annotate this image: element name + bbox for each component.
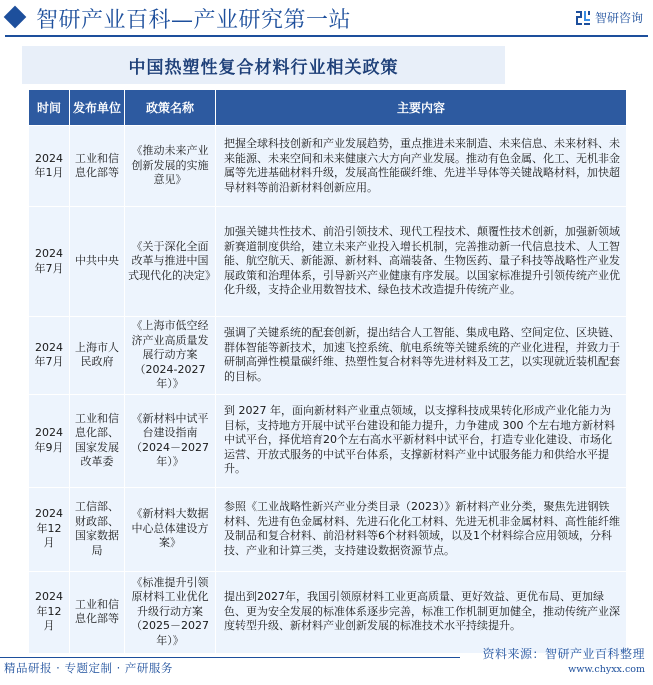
table-row (29, 394, 627, 487)
footer-tagline: 精品研报 · 专题定制 · 产研服务 (4, 661, 173, 675)
brand[interactable] (576, 9, 643, 26)
site-url-link[interactable]: www.chyxx.com (568, 664, 645, 675)
cell-policy-name: 《新材料中试平台建设指南（2024－2027年）》 (125, 394, 216, 487)
cell-unit: 工业和信息化部等 (70, 126, 125, 207)
cell-content: 参照《工业战略性新兴产业分类目录（2023）》新材料产业分类，聚焦先进钢铁材料、先进有色金属材料、先进石化化工材料、先进无机非金属材料、高性能纤维及制品和复合材料、前沿材料等6个材料领域，以及1个材料综合应用领域，分科技、产业和计算三类，支持建设数据资源节点。 (216, 487, 627, 571)
cell-content: 强调了关键系统的配套创新，提出结合人工智能、集成电路、空间定位、区块链、群体智能等新技术，加速飞控系统、航电系统等关键系统的产业化进程，并致力于研制高弹性模量碳纤维、热塑性复合材料等先进材料及工艺，以实现就近装机配套的目标。 (216, 317, 627, 395)
header-divider (5, 35, 648, 37)
cell-content: 加强关键共性技术、前沿引领技术、现代工程技术、颠覆性技术创新，加强新领域新赛道制度供给，建立未来产业投入增长机制，完善推动新一代信息技术、人工智能、航空航天、新能源、新材料、高端装备、生物医药、量子科技等战略性产业发展政策和治理体系，引导新兴产业健康有序发展。以国家标准提升引领传统产业优化升级，支持企业用数智技术、绿色技术改造提升传统产业。 (216, 207, 627, 317)
cell-unit: 工信部、财政部、国家数据局 (70, 487, 125, 571)
cell-date: 2024年12月 (29, 487, 70, 571)
policy-table (28, 89, 627, 654)
title-band (22, 46, 505, 84)
cell-date: 2024年7月 (29, 317, 70, 395)
cell-unit: 中共中央 (70, 207, 125, 317)
brand-name: 智研咨询 (594, 11, 643, 25)
cell-unit: 上海市人民政府 (70, 317, 125, 395)
cell-policy-name: 《标准提升引领原材料工业优化升级行动方案（2025－2027年）》 (125, 571, 216, 653)
cell-policy-name: 《推动未来产业创新发展的实施意见》 (125, 126, 216, 207)
column-header-date: 时间 (29, 90, 70, 126)
column-header-policy-name: 政策名称 (125, 90, 216, 126)
table-row (29, 571, 627, 653)
cell-content: 把握全球科技创新和产业发展趋势，重点推进未来制造、未来信息、未来材料、未来能源、未来空间和未来健康六大方向产业发展。推动有色金属、化工、无机非金属等先进基础材料升级，发展高性能碳纤维、先进半导体等关键战略材料，加快超导材料等前沿新材料创新应用。 (216, 126, 627, 207)
page-title: 中国热塑性复合材料行业相关政策 (128, 57, 399, 78)
cell-date: 2024年7月 (29, 207, 70, 317)
source-note: 资料来源：智研产业百科整理 (482, 647, 645, 661)
table-row (29, 126, 627, 207)
cell-policy-name: 《新材料大数据中心总体建设方案》 (125, 487, 216, 571)
footer-divider (0, 657, 460, 658)
table-header-row (29, 90, 627, 126)
table-row (29, 317, 627, 395)
site-header (0, 0, 653, 36)
table-row (29, 207, 627, 317)
column-header-content: 主要内容 (216, 90, 627, 126)
site-title: 智研产业百科—产业研究第一站 (36, 8, 352, 33)
column-header-unit: 发布单位 (70, 90, 125, 126)
cell-policy-name: 《上海市低空经济产业高质量发展行动方案（2024-2027年）》 (125, 317, 216, 395)
cell-unit: 工业和信息化部、国家发展改革委 (70, 394, 125, 487)
cell-date: 2024年1月 (29, 126, 70, 207)
cell-content: 到 2027 年，面向新材料产业重点领域，以支撑科技成果转化形成产业化能力为目标，支持地方开展中试平台建设和能力提升，力争建成 300 个左右地方新材料中试平台，择优培育20个左右高水平新材料中试平台，打造专业化建设、市场化运营、开放式服务的中试平台体系，支撑新材料产业中试服务能力和供给水平提升。 (216, 394, 627, 487)
zhiyan-logo-icon (576, 11, 590, 25)
cell-policy-name: 《关于深化全面改革与推进中国式现代化的决定》 (125, 207, 216, 317)
cell-date: 2024年12月 (29, 571, 70, 653)
cell-date: 2024年9月 (29, 394, 70, 487)
cell-unit: 工业和信息化部等 (70, 571, 125, 653)
table-row (29, 487, 627, 571)
cell-content: 提出到2027年，我国引领原材料工业更高质量、更好效益、更优布局、更加绿色、更为安全发展的标准体系逐步完善，标准工作机制更加健全，推动传统产业深度转型升级、新材料产业创新发展的标准技术水平持续提升。 (216, 571, 627, 653)
diamond-icon (4, 6, 27, 29)
